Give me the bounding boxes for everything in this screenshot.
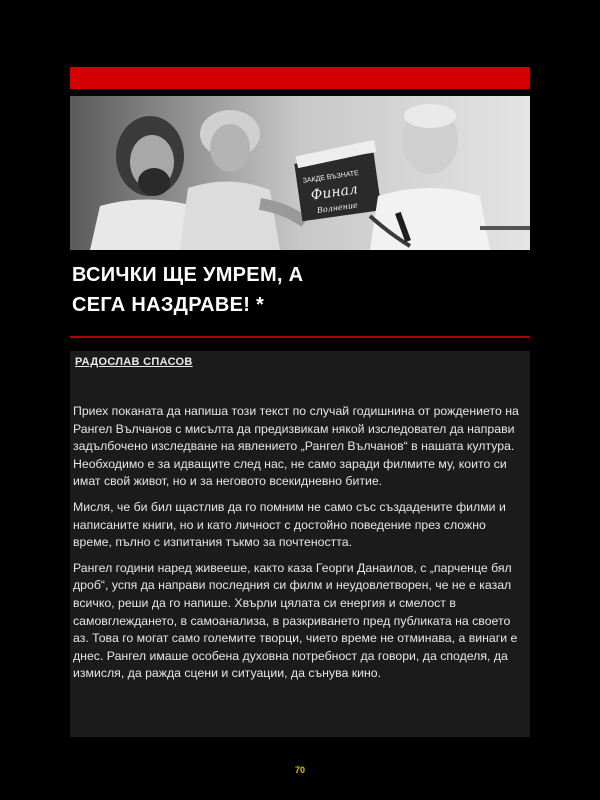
article-title bbox=[72, 260, 512, 320]
clapper-line-1: ЗАКДЕ ВЪЗНАТЕ bbox=[302, 170, 360, 185]
article-body bbox=[73, 403, 525, 691]
article-title-line-1: ВСИЧКИ ЩЕ УМРЕМ, А bbox=[72, 264, 304, 286]
clapper-line-2: Финал bbox=[309, 181, 359, 204]
article-panel bbox=[70, 351, 530, 737]
paragraph-3: Рангел години наред живееше, както каза Георги Данаилов, с „парченце бял дроб“, успя да направи последния си филм и неудовлетворен, че не е казал всичко, реши да го напише. Хвърли цялата си енергия и смелост в самовглеждането, в самоанализа, в разкриването пред публиката на своето аз. Това го могат само големите творци, чието време не отминава, а винаги е днес. Рангел имаше особена духовна потребност да говори, да споделя, да измисля, да ражда сцени и ситуации, да сънува кино. bbox=[73, 560, 518, 681]
author-byline: РАДОСЛАВ СПАСОВ bbox=[75, 356, 193, 368]
paragraph-1: Приех поканата да напиша този текст по случай годишнина от рождението на Рангел Вълчанов с мисълта да предизвикам някой изследовател да направи задълбочено изследване на явлението „Рангел Вълчанов“ в нашата култура. Необходимо е за идващите след нас, не само заради филмите му, които си имат свой живот, но и за неговото всекидневно битие. bbox=[73, 404, 519, 489]
title-divider bbox=[70, 336, 530, 338]
article-title-line-2: СЕГА НАЗДРАВЕ! * bbox=[72, 294, 265, 316]
header-red-bar bbox=[70, 67, 530, 89]
page-number: 70 bbox=[294, 765, 305, 775]
clapper-line-3: Волнение bbox=[316, 200, 359, 216]
paragraph-2: Мисля, че би бил щастлив да го помним не само със създадените филми и написаните книги, но и като личност с достойно поведение през сложно време, пълно с изпитания тъкмо за почтеността. bbox=[73, 499, 506, 550]
film-set-photo bbox=[70, 96, 530, 250]
